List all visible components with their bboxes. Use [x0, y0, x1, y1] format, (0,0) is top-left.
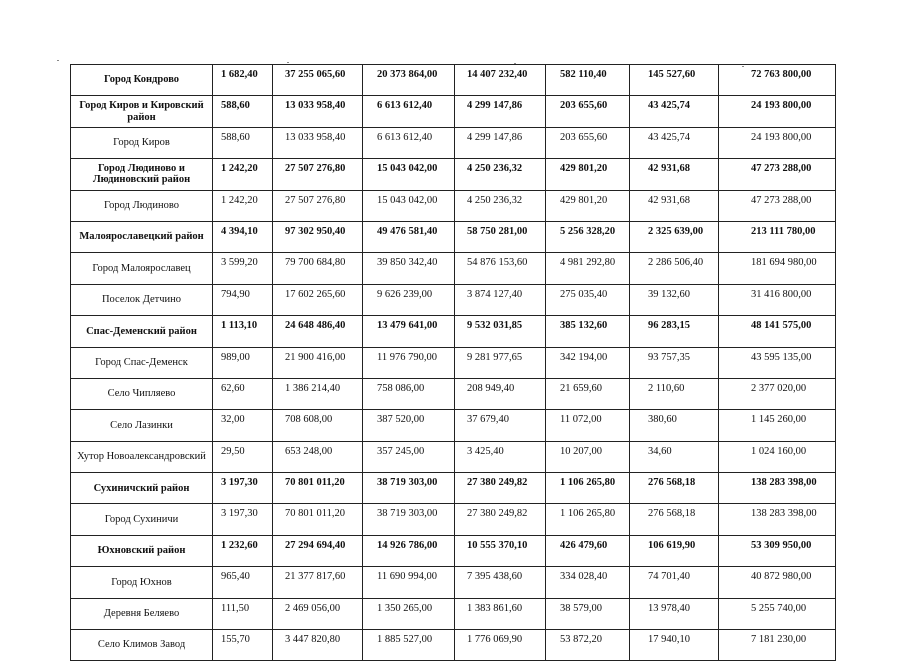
value-cell-col-4: 4 299 147,86 [455, 127, 546, 158]
value-cell-col-5: 5 256 328,20 [546, 221, 630, 252]
value-cell-col-2: 653 248,00 [273, 441, 363, 472]
row-name-cell: Деревня Беляево [71, 598, 213, 629]
value-cell-col-7: 53 309 950,00 [719, 535, 836, 566]
table-row [71, 159, 836, 190]
value-cell-col-2: 27 507 276,80 [273, 190, 363, 221]
value-cell-col-7: 138 283 398,00 [719, 504, 836, 535]
scan-speck [287, 62, 289, 63]
row-name-cell: Город Людиново и Людиновский район [71, 159, 213, 190]
value-cell-col-1: 1 113,10 [213, 316, 273, 347]
value-cell-col-2: 27 507 276,80 [273, 159, 363, 190]
value-cell-col-5: 1 106 265,80 [546, 473, 630, 504]
value-cell-col-2: 17 602 265,60 [273, 284, 363, 315]
value-cell-col-4: 9 281 977,65 [455, 347, 546, 378]
value-cell-col-2: 3 447 820,80 [273, 630, 363, 661]
value-cell-col-6: 42 931,68 [630, 159, 719, 190]
row-name-cell: Город Сухиничи [71, 504, 213, 535]
value-cell-col-3: 1 350 265,00 [363, 598, 455, 629]
row-name-cell: Город Кондрово [71, 65, 213, 96]
value-cell-col-5: 11 072,00 [546, 410, 630, 441]
value-cell-col-1: 794,90 [213, 284, 273, 315]
value-cell-col-5: 582 110,40 [546, 65, 630, 96]
value-cell-col-4: 54 876 153,60 [455, 253, 546, 284]
value-cell-col-3: 9 626 239,00 [363, 284, 455, 315]
row-name-cell: Город Спас-Деменск [71, 347, 213, 378]
table-row [71, 535, 836, 566]
value-cell-col-3: 758 086,00 [363, 378, 455, 409]
value-cell-col-5: 426 479,60 [546, 535, 630, 566]
table-row [71, 441, 836, 472]
value-cell-col-6: 74 701,40 [630, 567, 719, 598]
value-cell-col-7: 5 255 740,00 [719, 598, 836, 629]
value-cell-col-2: 21 377 817,60 [273, 567, 363, 598]
value-cell-col-6: 13 978,40 [630, 598, 719, 629]
value-cell-col-6: 17 940,10 [630, 630, 719, 661]
value-cell-col-3: 6 613 612,40 [363, 127, 455, 158]
value-cell-col-7: 213 111 780,00 [719, 221, 836, 252]
table-row [71, 127, 836, 158]
table-row [71, 473, 836, 504]
value-cell-col-2: 13 033 958,40 [273, 96, 363, 127]
value-cell-col-6: 276 568,18 [630, 473, 719, 504]
value-cell-col-1: 3 599,20 [213, 253, 273, 284]
value-cell-col-5: 275 035,40 [546, 284, 630, 315]
value-cell-col-4: 58 750 281,00 [455, 221, 546, 252]
value-cell-col-7: 47 273 288,00 [719, 190, 836, 221]
value-cell-col-1: 1 682,40 [213, 65, 273, 96]
value-cell-col-6: 380,60 [630, 410, 719, 441]
value-cell-col-4: 1 776 069,90 [455, 630, 546, 661]
value-cell-col-3: 357 245,00 [363, 441, 455, 472]
value-cell-col-3: 15 043 042,00 [363, 159, 455, 190]
value-cell-col-7: 138 283 398,00 [719, 473, 836, 504]
value-cell-col-7: 7 181 230,00 [719, 630, 836, 661]
value-cell-col-3: 15 043 042,00 [363, 190, 455, 221]
value-cell-col-1: 965,40 [213, 567, 273, 598]
value-cell-col-6: 145 527,60 [630, 65, 719, 96]
value-cell-col-4: 1 383 861,60 [455, 598, 546, 629]
value-cell-col-2: 37 255 065,60 [273, 65, 363, 96]
row-name-cell: Хутор Новоалександровский [71, 441, 213, 472]
value-cell-col-4: 4 299 147,86 [455, 96, 546, 127]
value-cell-col-3: 387 520,00 [363, 410, 455, 441]
value-cell-col-1: 3 197,30 [213, 473, 273, 504]
value-cell-col-1: 588,60 [213, 127, 273, 158]
value-cell-col-6: 2 110,60 [630, 378, 719, 409]
value-cell-col-4: 37 679,40 [455, 410, 546, 441]
value-cell-col-7: 24 193 800,00 [719, 127, 836, 158]
row-name-cell: Город Киров [71, 127, 213, 158]
value-cell-col-5: 385 132,60 [546, 316, 630, 347]
value-cell-col-1: 1 242,20 [213, 159, 273, 190]
value-cell-col-3: 13 479 641,00 [363, 316, 455, 347]
value-cell-col-1: 32,00 [213, 410, 273, 441]
table-row [71, 410, 836, 441]
table-row [71, 96, 836, 127]
table-row [71, 316, 836, 347]
value-cell-col-4: 14 407 232,40 [455, 65, 546, 96]
value-cell-col-4: 10 555 370,10 [455, 535, 546, 566]
data-table [70, 64, 836, 661]
value-cell-col-1: 588,60 [213, 96, 273, 127]
value-cell-col-4: 4 250 236,32 [455, 159, 546, 190]
table-row [71, 190, 836, 221]
value-cell-col-4: 27 380 249,82 [455, 504, 546, 535]
value-cell-col-3: 11 690 994,00 [363, 567, 455, 598]
value-cell-col-3: 14 926 786,00 [363, 535, 455, 566]
value-cell-col-5: 429 801,20 [546, 190, 630, 221]
value-cell-col-2: 13 033 958,40 [273, 127, 363, 158]
row-name-cell: Поселок Детчино [71, 284, 213, 315]
value-cell-col-2: 2 469 056,00 [273, 598, 363, 629]
value-cell-col-3: 20 373 864,00 [363, 65, 455, 96]
value-cell-col-6: 43 425,74 [630, 127, 719, 158]
value-cell-col-3: 38 719 303,00 [363, 473, 455, 504]
value-cell-col-1: 111,50 [213, 598, 273, 629]
value-cell-col-6: 2 325 639,00 [630, 221, 719, 252]
value-cell-col-2: 21 900 416,00 [273, 347, 363, 378]
value-cell-col-7: 2 377 020,00 [719, 378, 836, 409]
value-cell-col-3: 49 476 581,40 [363, 221, 455, 252]
value-cell-col-5: 10 207,00 [546, 441, 630, 472]
row-name-cell: Село Лазинки [71, 410, 213, 441]
value-cell-col-1: 1 232,60 [213, 535, 273, 566]
scan-speck [57, 60, 59, 61]
value-cell-col-4: 27 380 249,82 [455, 473, 546, 504]
table-row [71, 284, 836, 315]
value-cell-col-7: 43 595 135,00 [719, 347, 836, 378]
value-cell-col-4: 4 250 236,32 [455, 190, 546, 221]
table-row [71, 567, 836, 598]
table-row [71, 65, 836, 96]
value-cell-col-7: 72 763 800,00 [719, 65, 836, 96]
row-name-cell: Юхновский район [71, 535, 213, 566]
value-cell-col-3: 6 613 612,40 [363, 96, 455, 127]
row-name-cell: Город Людиново [71, 190, 213, 221]
value-cell-col-3: 39 850 342,40 [363, 253, 455, 284]
value-cell-col-6: 34,60 [630, 441, 719, 472]
value-cell-col-1: 3 197,30 [213, 504, 273, 535]
table-body [71, 65, 836, 661]
value-cell-col-7: 40 872 980,00 [719, 567, 836, 598]
value-cell-col-2: 70 801 011,20 [273, 473, 363, 504]
value-cell-col-2: 27 294 694,40 [273, 535, 363, 566]
value-cell-col-7: 24 193 800,00 [719, 96, 836, 127]
value-cell-col-7: 31 416 800,00 [719, 284, 836, 315]
value-cell-col-4: 3 874 127,40 [455, 284, 546, 315]
table-row [71, 347, 836, 378]
value-cell-col-6: 2 286 506,40 [630, 253, 719, 284]
table-row [71, 378, 836, 409]
value-cell-col-2: 70 801 011,20 [273, 504, 363, 535]
value-cell-col-5: 1 106 265,80 [546, 504, 630, 535]
value-cell-col-6: 276 568,18 [630, 504, 719, 535]
value-cell-col-5: 38 579,00 [546, 598, 630, 629]
value-cell-col-3: 11 976 790,00 [363, 347, 455, 378]
value-cell-col-2: 708 608,00 [273, 410, 363, 441]
value-cell-col-1: 4 394,10 [213, 221, 273, 252]
value-cell-col-4: 3 425,40 [455, 441, 546, 472]
value-cell-col-5: 429 801,20 [546, 159, 630, 190]
value-cell-col-5: 334 028,40 [546, 567, 630, 598]
value-cell-col-6: 42 931,68 [630, 190, 719, 221]
row-name-cell: Спас-Деменский район [71, 316, 213, 347]
value-cell-col-6: 43 425,74 [630, 96, 719, 127]
value-cell-col-5: 21 659,60 [546, 378, 630, 409]
row-name-cell: Малоярославецкий район [71, 221, 213, 252]
value-cell-col-7: 1 145 260,00 [719, 410, 836, 441]
value-cell-col-5: 203 655,60 [546, 127, 630, 158]
value-cell-col-1: 1 242,20 [213, 190, 273, 221]
value-cell-col-4: 9 532 031,85 [455, 316, 546, 347]
value-cell-col-2: 1 386 214,40 [273, 378, 363, 409]
value-cell-col-1: 62,60 [213, 378, 273, 409]
value-cell-col-5: 203 655,60 [546, 96, 630, 127]
row-name-cell: Сухиничский район [71, 473, 213, 504]
table-row [71, 504, 836, 535]
value-cell-col-7: 47 273 288,00 [719, 159, 836, 190]
value-cell-col-7: 1 024 160,00 [719, 441, 836, 472]
value-cell-col-6: 96 283,15 [630, 316, 719, 347]
row-name-cell: Город Юхнов [71, 567, 213, 598]
value-cell-col-2: 97 302 950,40 [273, 221, 363, 252]
value-cell-col-3: 1 885 527,00 [363, 630, 455, 661]
value-cell-col-5: 4 981 292,80 [546, 253, 630, 284]
value-cell-col-2: 24 648 486,40 [273, 316, 363, 347]
value-cell-col-5: 342 194,00 [546, 347, 630, 378]
value-cell-col-6: 106 619,90 [630, 535, 719, 566]
value-cell-col-5: 53 872,20 [546, 630, 630, 661]
table-row [71, 630, 836, 661]
table-row [71, 253, 836, 284]
value-cell-col-3: 38 719 303,00 [363, 504, 455, 535]
value-cell-col-7: 181 694 980,00 [719, 253, 836, 284]
value-cell-col-6: 39 132,60 [630, 284, 719, 315]
table-row [71, 221, 836, 252]
value-cell-col-1: 989,00 [213, 347, 273, 378]
value-cell-col-4: 208 949,40 [455, 378, 546, 409]
value-cell-col-4: 7 395 438,60 [455, 567, 546, 598]
value-cell-col-6: 93 757,35 [630, 347, 719, 378]
value-cell-col-2: 79 700 684,80 [273, 253, 363, 284]
value-cell-col-1: 155,70 [213, 630, 273, 661]
table-row [71, 598, 836, 629]
row-name-cell: Город Малоярославец [71, 253, 213, 284]
value-cell-col-7: 48 141 575,00 [719, 316, 836, 347]
row-name-cell: Город Киров и Кировский район [71, 96, 213, 127]
row-name-cell: Село Климов Завод [71, 630, 213, 661]
value-cell-col-1: 29,50 [213, 441, 273, 472]
row-name-cell: Село Чипляево [71, 378, 213, 409]
